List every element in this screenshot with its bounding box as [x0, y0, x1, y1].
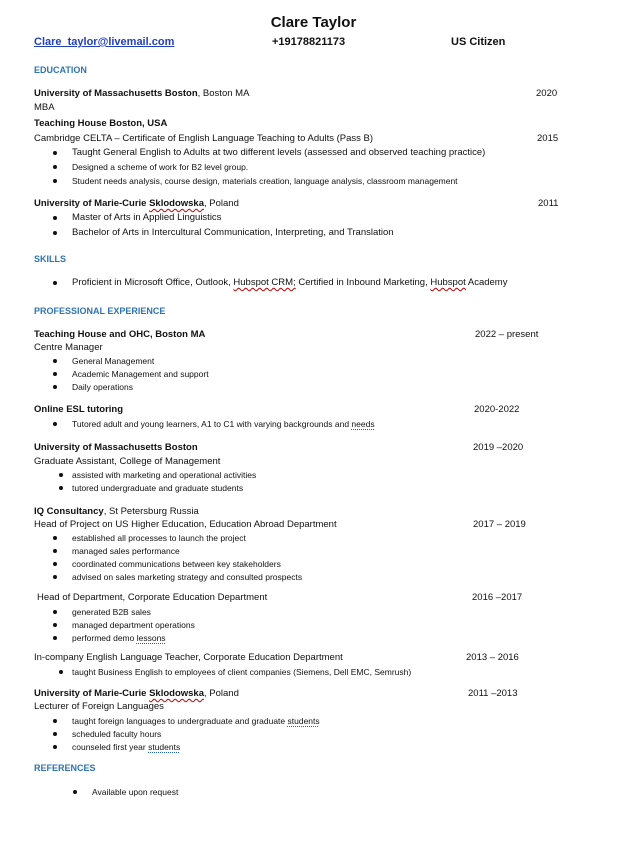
bullet-marker — [53, 732, 57, 736]
bullet-marker — [53, 610, 57, 614]
edu-mcsu-bullet-2: Bachelor of Arts in Intercultural Communication, Interpreting, and Translation — [72, 227, 394, 238]
exp-iq-bullet-4: advised on sales marketing strategy and consulted prospects — [72, 572, 303, 582]
edu-umass-degree: MBA — [34, 102, 55, 113]
edu-celta-bullet-2: Designed a scheme of work for B2 level group. — [72, 162, 249, 172]
edu-celta-cert: Cambridge CELTA – Certificate of English Language Teaching to Adults (Pass B) — [34, 133, 374, 144]
exp-iq-bullet-3: coordinated communications between key stakeholders — [72, 559, 281, 569]
exp-iq-org: IQ Consultancy, St Petersburg Russia — [34, 506, 199, 517]
bullet-marker — [59, 473, 63, 477]
exp-ohc-role: Centre Manager — [34, 342, 103, 353]
bullet-marker — [53, 231, 57, 235]
exp-mcsu-bullet-3: counseled first year students — [72, 742, 181, 752]
bullet-marker — [53, 575, 57, 579]
exp-ohc-dates: 2022 – present — [475, 329, 539, 340]
edu-mcsu-year: 2011 — [538, 198, 559, 209]
exp-mcsu-bullet-2: scheduled faculty hours — [72, 729, 162, 739]
bullet-marker — [53, 719, 57, 723]
exp-ohc-bullet-1: General Management — [72, 356, 155, 366]
bullet-marker — [59, 486, 63, 490]
exp-umass-role: Graduate Assistant, College of Management — [34, 456, 221, 467]
exp-iq-dates-2: 2016 –2017 — [472, 592, 523, 603]
exp-umass-dates: 2019 –2020 — [473, 442, 524, 453]
exp-iq-bullet2-3: performed demo lessons — [72, 633, 166, 643]
citizenship: US Citizen — [451, 36, 506, 48]
edu-mcsu-school: University of Marie-Curie Sklodowska, Poland — [34, 198, 239, 209]
exp-iq-role-2: Head of Department, Corporate Education Department — [37, 592, 268, 603]
email-link[interactable]: Clare_taylor@livemail.com — [34, 36, 175, 48]
exp-esl-bullet: Tutored adult and young learners, A1 to C1 with varying backgrounds and needs — [72, 419, 375, 429]
exp-esl-dates: 2020-2022 — [474, 404, 520, 415]
exp-iq-bullet-2: managed sales performance — [72, 546, 180, 556]
exp-ohc-bullet-3: Daily operations — [72, 382, 133, 392]
exp-iq-bullet-1: established all processes to launch the project — [72, 533, 246, 543]
exp-umass-org: University of Massachusetts Boston — [34, 442, 198, 453]
edu-umass-year: 2020 — [536, 88, 558, 99]
bullet-marker — [53, 636, 57, 640]
edu-celta-bullet-3: Student needs analysis, course design, materials creation, language analysis, classroom management — [72, 176, 458, 186]
exp-iq-role-3: In-company English Language Teacher, Corporate Education Department — [34, 652, 343, 663]
experience-heading: PROFESSIONAL EXPERIENCE — [34, 306, 166, 316]
skills-heading: SKILLS — [34, 254, 67, 264]
exp-iq-role: Head of Project on US Higher Education, Education Abroad Department — [34, 519, 337, 530]
bullet-marker — [53, 151, 57, 155]
bullet-marker — [73, 790, 77, 794]
bullet-marker — [53, 422, 57, 426]
edu-umass-school: University of Massachusetts Boston, Boston MA — [34, 88, 250, 99]
bullet-marker — [53, 385, 57, 389]
exp-ohc-org: Teaching House and OHC, Boston MA — [34, 329, 206, 340]
references-heading: REFERENCES — [34, 763, 96, 773]
exp-mcsu-dates: 2011 –2013 — [468, 688, 518, 699]
bullet-marker — [53, 281, 57, 285]
education-heading: EDUCATION — [34, 65, 87, 75]
edu-mcsu-bullet-1: Master of Arts in Applied Linguistics — [72, 212, 222, 223]
bullet-marker — [53, 165, 57, 169]
exp-umass-bullet-2: tutored undergraduate and graduate students — [72, 483, 244, 493]
exp-iq-bullet3-1: taught Business English to employees of client companies (Siemens, Dell EMC, Semrush) — [72, 667, 412, 677]
exp-ohc-bullet-2: Academic Management and support — [72, 369, 209, 379]
exp-esl-org: Online ESL tutoring — [34, 404, 124, 415]
edu-celta-bullet-1: Taught General English to Adults at two different levels (assessed and observed teaching practice) — [72, 147, 486, 158]
bullet-marker — [53, 179, 57, 183]
exp-umass-bullet-1: assisted with marketing and operational activities — [72, 470, 257, 480]
exp-iq-dates: 2017 – 2019 — [473, 519, 526, 530]
skills-line: Proficient in Microsoft Office, Outlook, Hubspot CRM; Certified in Inbound Marketing, Hubspot Academy — [72, 277, 508, 288]
references-bullet: Available upon request — [92, 787, 179, 797]
bullet-marker — [53, 359, 57, 363]
phone-number: +19178821173 — [272, 36, 346, 48]
exp-iq-bullet2-2: managed department operations — [72, 620, 195, 630]
exp-mcsu-bullet-1: taught foreign languages to undergraduate and graduate students — [72, 716, 320, 726]
bullet-marker — [53, 623, 57, 627]
bullet-marker — [53, 549, 57, 553]
bullet-marker — [53, 745, 57, 749]
exp-iq-bullet2-1: generated B2B sales — [72, 607, 151, 617]
exp-mcsu-org: University of Marie-Curie Sklodowska, Poland — [34, 688, 239, 699]
bullet-marker — [59, 670, 63, 674]
exp-iq-dates-3: 2013 – 2016 — [466, 652, 519, 663]
bullet-marker — [53, 536, 57, 540]
edu-teaching-house-school: Teaching House Boston, USA — [34, 118, 168, 129]
candidate-name: Clare Taylor — [270, 14, 357, 31]
exp-mcsu-role: Lecturer of Foreign Languages — [34, 701, 164, 712]
bullet-marker — [53, 372, 57, 376]
bullet-marker — [53, 216, 57, 220]
bullet-marker — [53, 562, 57, 566]
edu-celta-year: 2015 — [537, 133, 559, 144]
